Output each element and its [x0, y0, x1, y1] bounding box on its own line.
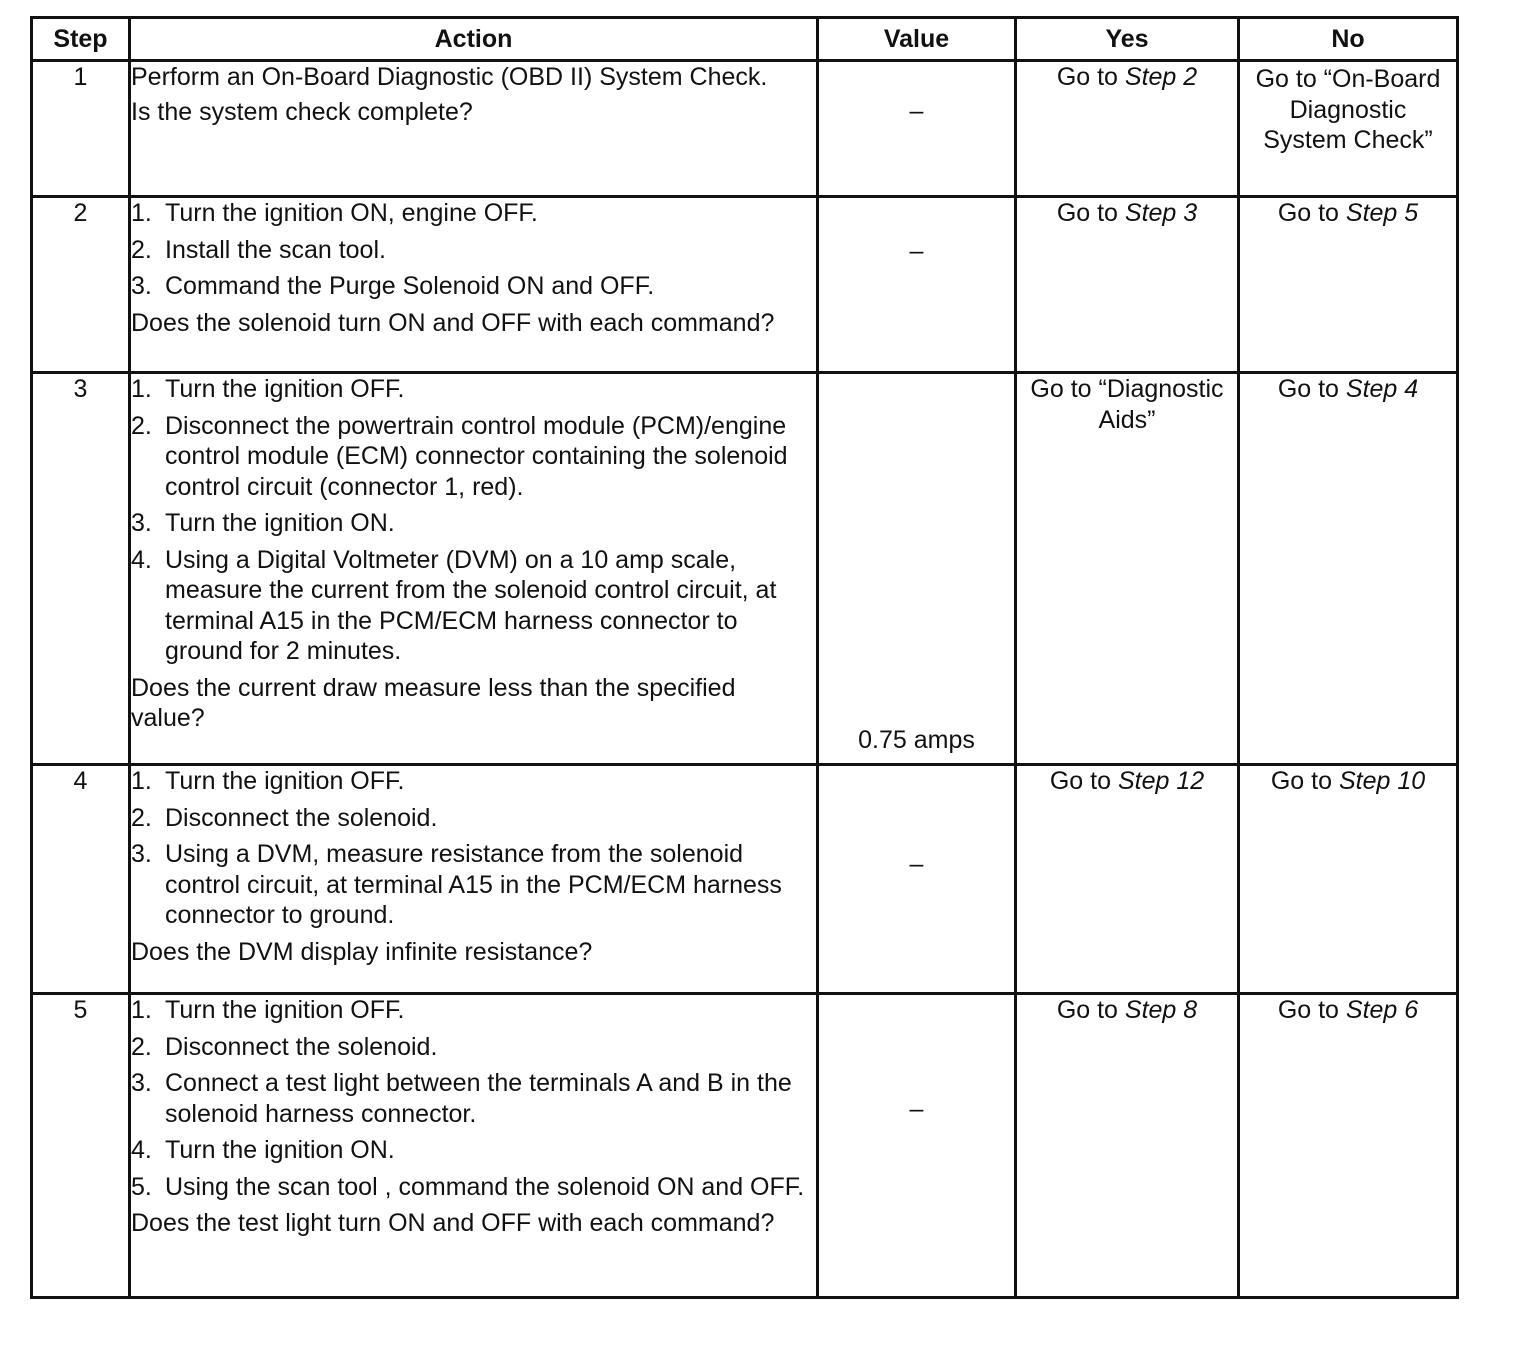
item-text: Command the Purge Solenoid ON and OFF.	[165, 272, 655, 300]
header-row	[32, 18, 1458, 61]
list-item	[131, 545, 816, 667]
list-item	[131, 839, 816, 931]
no-prefix: Go to	[1277, 375, 1346, 403]
item-number: 1.	[131, 996, 152, 1024]
yes-prefix: Go to	[1056, 199, 1125, 227]
item-number: 2.	[131, 803, 152, 832]
list-item	[131, 508, 816, 539]
item-text: Disconnect the powertrain control module (PCM)/engine control module (ECM) connector containing the solenoid control circuit (connector 1, red).	[165, 411, 788, 501]
list-item	[131, 374, 816, 405]
value-cell: –	[818, 61, 1016, 197]
list-item	[131, 766, 816, 797]
no-prefix: Go to	[1270, 767, 1339, 795]
item-text: Connect a test light between the terminals A and B in the solenoid harness connector.	[165, 1069, 792, 1128]
no-step-ref: Step 4	[1345, 375, 1419, 403]
item-number: 3.	[131, 272, 152, 300]
item-number: 2.	[131, 235, 152, 264]
action-cell	[130, 994, 818, 1298]
item-number: 3.	[131, 1069, 152, 1097]
no-step-ref: Step 5	[1345, 199, 1419, 227]
action-question: Does the solenoid turn ON and OFF with each command?	[131, 308, 775, 337]
list-item	[131, 271, 816, 302]
item-text: Disconnect the solenoid.	[165, 803, 438, 832]
action-cell	[130, 373, 818, 765]
yes-prefix: Go to	[1056, 996, 1125, 1024]
list-item	[131, 1135, 816, 1166]
no-step-ref: Step 10	[1338, 767, 1426, 795]
item-text: Install the scan tool.	[165, 235, 386, 264]
table-row	[32, 765, 1458, 994]
yes-prefix: Go to	[1049, 767, 1118, 795]
header-no: No	[1239, 18, 1458, 61]
item-text: Turn the ignition OFF.	[165, 767, 405, 795]
no-cell	[1239, 994, 1458, 1298]
step-number: 5	[32, 994, 130, 1298]
list-item	[131, 235, 816, 266]
item-text: Disconnect the solenoid.	[165, 1032, 438, 1061]
action-question: Does the DVM display infinite resistance?	[131, 937, 593, 966]
no-cell	[1239, 373, 1458, 765]
yes-step-ref: Step 12	[1117, 767, 1205, 795]
item-number: 1.	[131, 199, 152, 227]
item-text: Turn the ignition ON.	[165, 1136, 395, 1164]
item-number: 1.	[131, 767, 152, 795]
step-number: 3	[32, 373, 130, 765]
list-item	[131, 803, 816, 834]
list-item	[131, 198, 816, 229]
header-value: Value	[818, 18, 1016, 61]
no-prefix: Go to	[1277, 996, 1346, 1024]
list-item	[131, 995, 816, 1026]
header-step: Step	[32, 18, 130, 61]
value-cell: 0.75 amps	[818, 373, 1016, 765]
yes-step-ref: Step 2	[1124, 63, 1198, 91]
value-cell: –	[818, 994, 1016, 1298]
action-question: Does the test light turn ON and OFF with each command?	[131, 1209, 775, 1237]
value-cell: –	[818, 765, 1016, 994]
item-text: Using a Digital Voltmeter (DVM) on a 10 amp scale, measure the current from the solenoid control circuit, at terminal A15 in the PCM/ECM harness connector to ground for 2 minutes.	[165, 545, 777, 665]
item-number: 5.	[131, 1172, 152, 1201]
item-text: Using a DVM, measure resistance from the solenoid control circuit, at terminal A15 in the PCM/ECM harness connector to ground.	[165, 840, 782, 929]
item-text: Turn the ignition OFF.	[165, 996, 405, 1024]
item-number: 3.	[131, 509, 152, 537]
table-row	[32, 197, 1458, 373]
action-steps	[131, 374, 816, 667]
item-number: 3.	[131, 840, 152, 868]
yes-cell	[1016, 994, 1239, 1298]
list-item	[131, 1032, 816, 1063]
step-number: 1	[32, 61, 130, 197]
action-steps	[131, 198, 816, 302]
value-cell: –	[818, 197, 1016, 373]
action-cell	[130, 61, 818, 197]
yes-cell	[1016, 197, 1239, 373]
header-action: Action	[130, 18, 818, 61]
step-number: 2	[32, 197, 130, 373]
item-text: Turn the ignition ON, engine OFF.	[165, 199, 538, 227]
item-text: Turn the ignition OFF.	[165, 375, 405, 403]
table-row	[32, 994, 1458, 1298]
diagnostic-table	[30, 16, 1459, 1299]
table-row	[32, 61, 1458, 197]
yes-step-ref: Step 8	[1124, 996, 1198, 1024]
header-yes: Yes	[1016, 18, 1239, 61]
no-cell	[1239, 765, 1458, 994]
no-cell: Go to “On-Board Diagnostic System Check”	[1239, 61, 1458, 197]
action-question: Does the current draw measure less than the specified value?	[131, 673, 736, 732]
yes-cell	[1016, 765, 1239, 994]
item-text: Using the scan tool , command the solenoid ON and OFF.	[165, 1172, 805, 1201]
item-number: 4.	[131, 1136, 152, 1164]
no-prefix: Go to	[1277, 199, 1346, 227]
no-step-ref: Step 6	[1345, 996, 1419, 1024]
yes-step-ref: Step 3	[1124, 199, 1198, 227]
item-number: 2.	[131, 411, 152, 440]
item-number: 2.	[131, 1032, 152, 1061]
list-item	[131, 1172, 816, 1203]
item-number: 4.	[131, 545, 152, 574]
no-cell	[1239, 197, 1458, 373]
table-row	[32, 373, 1458, 765]
action-question: Is the system check complete?	[131, 97, 473, 126]
list-item	[131, 411, 816, 503]
yes-cell: Go to “Diagnostic Aids”	[1016, 373, 1239, 765]
action-steps	[131, 766, 816, 931]
action-cell	[130, 765, 818, 994]
item-number: 1.	[131, 375, 152, 403]
step-number: 4	[32, 765, 130, 994]
yes-cell	[1016, 61, 1239, 197]
item-text: Turn the ignition ON.	[165, 509, 395, 537]
list-item	[131, 1068, 816, 1129]
yes-prefix: Go to	[1056, 63, 1125, 91]
action-intro: Perform an On-Board Diagnostic (OBD II) System Check.	[131, 63, 768, 91]
action-steps	[131, 995, 816, 1202]
action-cell	[130, 197, 818, 373]
